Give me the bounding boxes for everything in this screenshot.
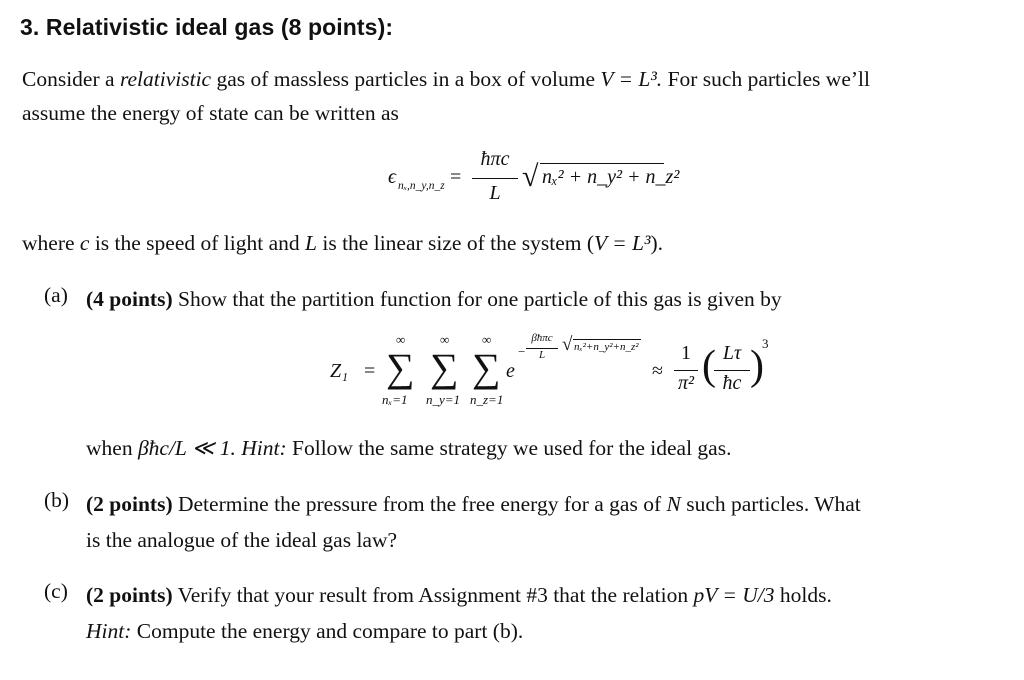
fraction-denominator: L xyxy=(489,182,501,204)
where-text: ). xyxy=(650,231,663,255)
part-a-statement xyxy=(86,281,1016,317)
part-b-points: (2 points) xyxy=(86,492,173,516)
exp-minus: − xyxy=(518,344,526,359)
var-c: c xyxy=(79,231,90,255)
sqrt-overline xyxy=(540,163,664,164)
hint-label: Hint: xyxy=(241,436,287,460)
intro-text: Consider a xyxy=(22,67,120,91)
hint-label: Hint: xyxy=(86,619,132,643)
part-c-math: pV = U/3 xyxy=(693,583,775,607)
part-b-statement xyxy=(86,486,1016,558)
sqrt-sign: √ xyxy=(522,160,539,193)
exp-sqrt-sign: √ xyxy=(562,334,573,355)
power-fraction-bar xyxy=(714,370,750,371)
fraction-bar xyxy=(472,178,518,179)
sqrt-radicand: nₓ² + n_y² + n_z² xyxy=(542,166,680,188)
condition-math: βħc/L ≪ 1. xyxy=(137,436,236,460)
right-paren: ) xyxy=(750,343,764,389)
equals-sign: = xyxy=(364,360,376,382)
sum-upper-limit: ∞ xyxy=(396,332,406,347)
sum-sign: ∑ xyxy=(386,345,415,390)
condition-text: when xyxy=(86,436,138,460)
part-c-label: (c) xyxy=(44,579,68,603)
part-c-text: holds. xyxy=(774,583,832,607)
exp-sqrt-radicand: nₓ²+n_y²+n_z² xyxy=(574,341,639,353)
sum-upper-limit: ∞ xyxy=(482,332,492,347)
part-c-statement xyxy=(86,577,1016,649)
z1-symbol: Z₁ xyxy=(330,360,349,382)
part-c-text: Verify that your result from Assignment #3 that the relation xyxy=(172,583,694,607)
part-b-text-line2: is the analogue of the ideal gas law? xyxy=(86,528,398,552)
hint-text: Compute the energy and compare to part (b). xyxy=(131,619,524,643)
coeff-denominator: π² xyxy=(677,372,694,394)
equals-sign: = xyxy=(450,166,462,188)
power-fraction-numerator: Lτ xyxy=(722,342,742,364)
intro-text: For such particles we’ll xyxy=(662,67,870,91)
sum-sign: ∑ xyxy=(472,345,501,390)
var-N: N xyxy=(666,492,681,516)
coeff-bar xyxy=(674,370,698,371)
intro-paragraph xyxy=(22,62,1012,130)
part-b-text: such particles. What xyxy=(680,492,861,516)
part-a-label: (a) xyxy=(44,283,68,307)
where-text: where xyxy=(22,231,80,255)
part-a-text: Show that the partition function for one particle of this gas is given by xyxy=(172,287,782,311)
problem-title: 3. Relativistic ideal gas (8 points): xyxy=(20,14,394,40)
part-a-points: (4 points) xyxy=(86,287,173,311)
var-L: L xyxy=(305,231,317,255)
sum-sign: ∑ xyxy=(430,345,459,390)
sum-lower-limit: n_y=1 xyxy=(426,392,461,407)
where-text: is the speed of light and xyxy=(89,231,306,255)
approx-sign: ≈ xyxy=(652,360,663,382)
exp-fraction-numerator: βħπc xyxy=(531,332,553,344)
part-c-points: (2 points) xyxy=(86,583,173,607)
part-b-text: Determine the pressure from the free energy for a gas of xyxy=(172,492,667,516)
where-math: V = L³ xyxy=(594,231,651,255)
exp-fraction-denominator: L xyxy=(538,349,546,361)
hint-text: Follow the same strategy we used for the ideal gas. xyxy=(286,436,732,460)
intro-text-line2: assume the energy of state can be written as xyxy=(22,101,399,125)
exp-sqrt-overline xyxy=(573,339,641,340)
part-a-condition xyxy=(86,430,1016,466)
coeff-numerator: 1 xyxy=(681,342,691,364)
epsilon-subscript: nₓ,n_y,n_z xyxy=(398,180,445,192)
epsilon-symbol: ϵ xyxy=(388,166,397,188)
sum-upper-limit: ∞ xyxy=(440,332,450,347)
intro-emphasis: relativistic xyxy=(119,67,212,91)
sum-lower-limit: nₓ=1 xyxy=(382,392,408,407)
fraction-numerator: ħπc xyxy=(480,148,510,170)
left-paren: ( xyxy=(702,343,716,389)
part-b-label: (b) xyxy=(44,488,70,512)
intro-text: gas of massless particles in a box of volume xyxy=(211,67,601,91)
where-text: is the linear size of the system ( xyxy=(316,231,595,255)
intro-math: V = L³. xyxy=(600,67,663,91)
sum-lower-limit: n_z=1 xyxy=(470,392,504,407)
exp-base: e xyxy=(506,360,515,382)
power-fraction-denominator: ħc xyxy=(722,372,742,394)
power-exponent: 3 xyxy=(762,336,769,351)
where-sentence xyxy=(22,226,663,260)
